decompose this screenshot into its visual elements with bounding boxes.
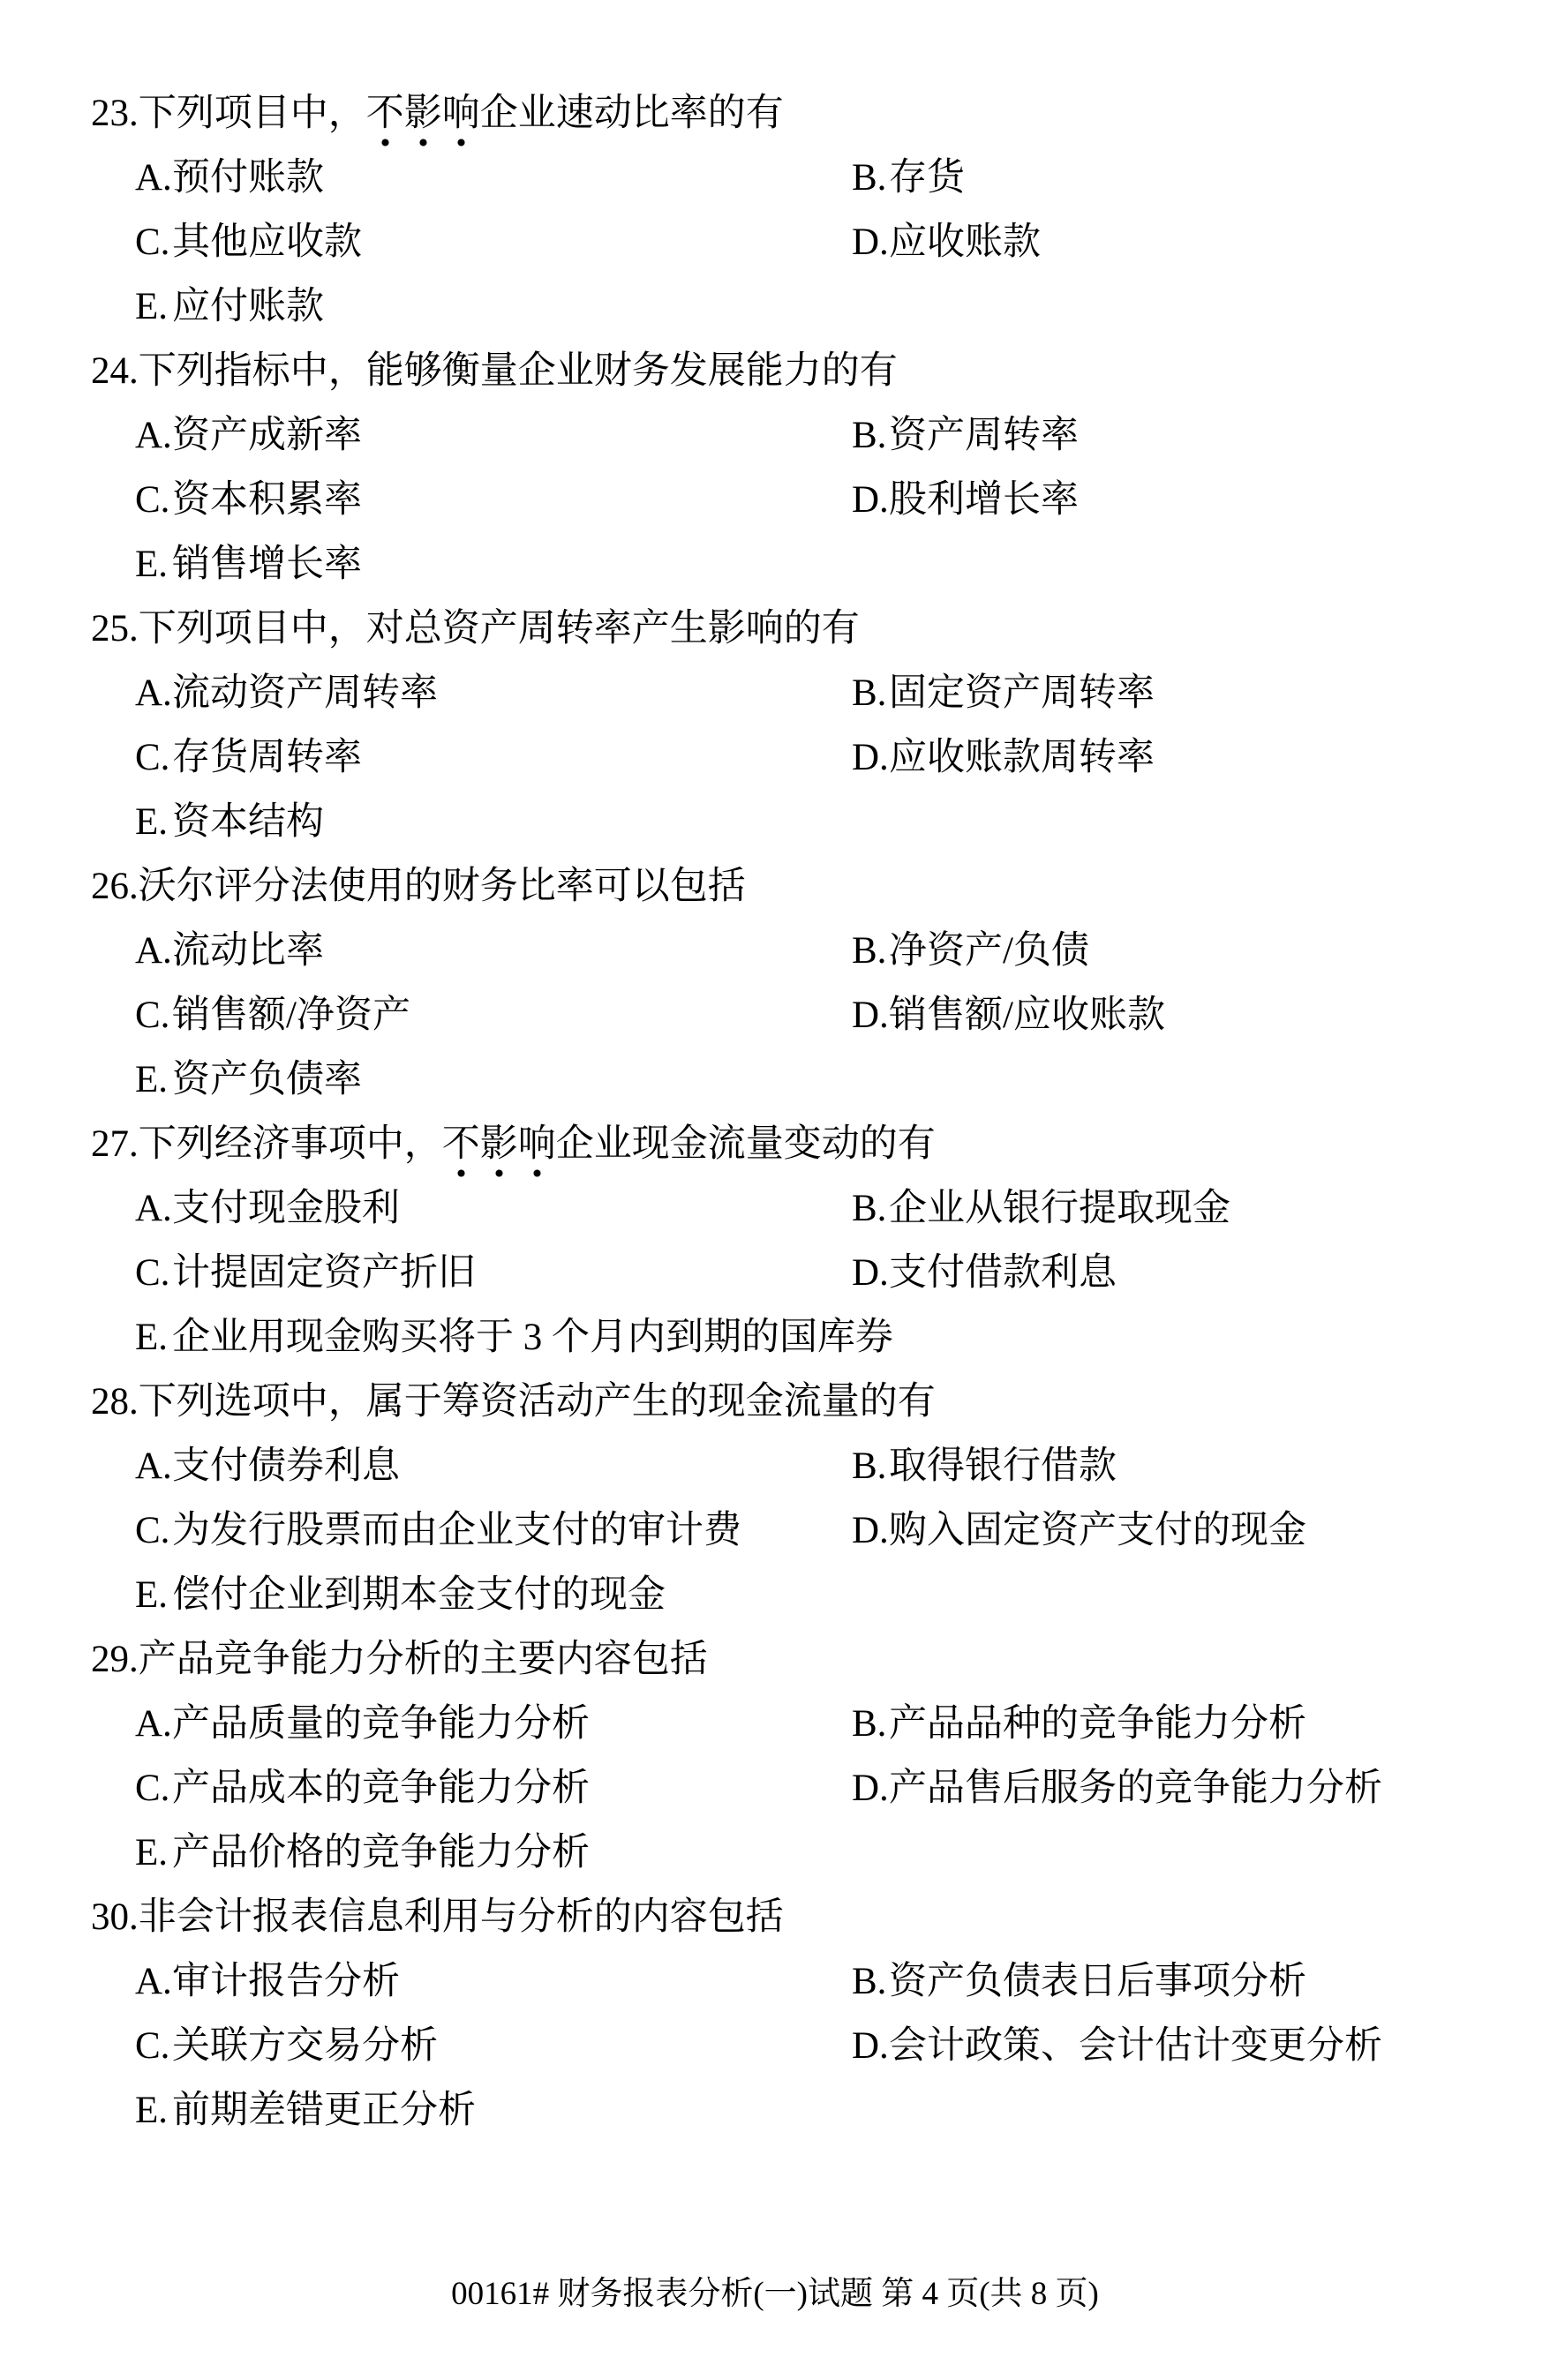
option-label: D.: [852, 2025, 889, 2067]
option-23-D: [852, 210, 1550, 274]
stem-prefix: 产品竞争能力分析的主要内容包括: [138, 1639, 708, 1680]
option-23-A: [135, 146, 852, 210]
option-text: 产品品种的竞争能力分析: [889, 1703, 1306, 1745]
option-row: [0, 1241, 1550, 1305]
option-25-A: [135, 661, 852, 725]
option-label: B.: [852, 1188, 887, 1229]
option-29-A: [135, 1692, 852, 1756]
option-label: B.: [852, 1961, 887, 2002]
option-row: [0, 790, 1550, 854]
option-29-E: [135, 1821, 852, 1885]
question-stem-line: [0, 597, 1550, 661]
option-text: 产品成本的竞争能力分析: [172, 1768, 590, 1809]
stem-prefix: 下列指标中，能够衡量企业财务发展能力的有: [138, 350, 898, 392]
question-stem-line: [0, 1112, 1550, 1176]
option-text: 资产周转率: [889, 415, 1079, 456]
option-label: E.: [135, 2090, 169, 2131]
option-text: 支付债券利息: [172, 1445, 400, 1487]
question-number: 28.: [91, 1381, 139, 1423]
option-text: 流动资产周转率: [172, 672, 438, 714]
option-row: [0, 210, 1550, 274]
option-text: 企业从银行提取现金: [889, 1188, 1230, 1229]
stem-prefix: 非会计报表信息利用与分析的内容包括: [138, 1896, 784, 1938]
option-row: [0, 1047, 1550, 1112]
option-28-B: [852, 1434, 1550, 1498]
question-stem-line: [0, 81, 1550, 146]
option-label: C.: [135, 1768, 170, 1809]
option-30-C: [135, 2014, 852, 2078]
option-text: 销售额/应收账款: [889, 995, 1165, 1036]
option-text: 其他应收款: [172, 221, 362, 263]
question-stem-line: [0, 1627, 1550, 1692]
option-25-D: [852, 725, 1550, 790]
question-30: [0, 1885, 1550, 2143]
option-text: 产品质量的竞争能力分析: [172, 1703, 590, 1745]
option-text: 企业用现金购买将于 3 个月内到期的国库券: [172, 1317, 893, 1358]
option-row: [0, 661, 1550, 725]
option-label: B.: [852, 672, 887, 714]
option-label: D.: [852, 479, 889, 521]
stem-prefix: 下列项目中，对总资产周转率产生影响的有: [138, 608, 860, 649]
option-label: E.: [135, 801, 169, 843]
option-row: [0, 1692, 1550, 1756]
option-text: 应收账款周转率: [889, 737, 1155, 778]
option-text: 支付现金股利: [172, 1188, 400, 1229]
option-label: A.: [135, 415, 172, 456]
option-label: E.: [135, 1574, 169, 1616]
option-29-C: [135, 1756, 852, 1821]
option-label: B.: [852, 1703, 887, 1745]
option-label: B.: [852, 157, 887, 199]
option-26-A: [135, 919, 852, 983]
question-stem-line: [0, 1885, 1550, 1949]
option-25-B: [852, 661, 1550, 725]
question-24: [0, 339, 1550, 597]
option-text: 股利增长率: [889, 479, 1079, 521]
option-text: 流动比率: [172, 930, 324, 972]
option-label: A.: [135, 1188, 172, 1229]
option-text: 销售增长率: [172, 544, 362, 585]
footer-text: 00161# 财务报表分析(一)试题 第 4 页(共 8 页): [451, 2276, 1099, 2312]
option-text: 审计报告分析: [172, 1961, 400, 2002]
option-row: [0, 1821, 1550, 1885]
option-25-E: [135, 790, 852, 854]
option-text: 前期差错更正分析: [172, 2090, 476, 2131]
option-label: A.: [135, 157, 172, 199]
stem-suffix: 企业现金流量变动的有: [555, 1123, 936, 1165]
option-label: E.: [135, 544, 169, 585]
option-row: [0, 725, 1550, 790]
question-number: 26.: [91, 866, 139, 907]
option-row: [0, 2014, 1550, 2078]
option-label: D.: [852, 737, 889, 778]
page-footer: [0, 2275, 1550, 2314]
option-text: 关联方交易分析: [172, 2025, 438, 2067]
option-row: [0, 1949, 1550, 2014]
option-26-B: [852, 919, 1550, 983]
option-29-D: [852, 1756, 1550, 1821]
option-label: A.: [135, 930, 172, 972]
option-text: 产品价格的竞争能力分析: [172, 1832, 590, 1873]
option-text: 预付账款: [172, 157, 324, 199]
stem-prefix: 下列经济事项中，: [138, 1123, 442, 1165]
option-label: E.: [135, 1059, 169, 1100]
option-row: [0, 274, 1550, 339]
option-label: C.: [135, 2025, 170, 2067]
question-27: [0, 1112, 1550, 1370]
question-25: [0, 597, 1550, 854]
option-30-A: [135, 1949, 852, 2014]
option-label: D.: [852, 1510, 889, 1551]
option-text: 资产负债率: [172, 1059, 362, 1100]
option-text: 产品售后服务的竞争能力分析: [889, 1768, 1382, 1809]
option-30-D: [852, 2014, 1550, 2078]
option-30-E: [135, 2078, 852, 2143]
option-label: C.: [135, 221, 170, 263]
option-row: [0, 2078, 1550, 2143]
option-label: C.: [135, 1252, 170, 1294]
option-28-D: [852, 1498, 1550, 1563]
option-28-C: [135, 1498, 852, 1563]
option-row: [0, 1305, 1550, 1370]
question-number: 27.: [91, 1123, 139, 1165]
option-label: A.: [135, 672, 172, 714]
option-row: [0, 919, 1550, 983]
question-number: 24.: [91, 350, 139, 392]
stem-prefix: 下列项目中，: [138, 93, 366, 134]
option-label: C.: [135, 737, 170, 778]
question-29: [0, 1627, 1550, 1885]
option-26-E: [135, 1047, 852, 1112]
option-label: C.: [135, 1510, 170, 1551]
option-label: B.: [852, 1445, 887, 1487]
option-text: 取得银行借款: [889, 1445, 1117, 1487]
option-28-A: [135, 1434, 852, 1498]
option-row: [0, 468, 1550, 532]
option-23-E: [135, 274, 852, 339]
option-24-B: [852, 403, 1550, 468]
option-24-A: [135, 403, 852, 468]
option-26-D: [852, 983, 1550, 1047]
option-row: [0, 1756, 1550, 1821]
option-label: D.: [852, 1252, 889, 1294]
question-stem-line: [0, 339, 1550, 403]
option-label: D.: [852, 995, 889, 1036]
question-number: 30.: [91, 1896, 139, 1938]
option-29-B: [852, 1692, 1550, 1756]
option-label: D.: [852, 221, 889, 263]
question-stem-line: [0, 854, 1550, 919]
option-text: 净资产/负债: [889, 930, 1089, 972]
option-text: 支付借款利息: [889, 1252, 1117, 1294]
option-label: C.: [135, 995, 170, 1036]
stem-emphasis: 不影响: [442, 1123, 556, 1177]
option-text: 应收账款: [889, 221, 1041, 263]
option-row: [0, 146, 1550, 210]
stem-prefix: 沃尔评分法使用的财务比率可以包括: [138, 866, 746, 907]
option-text: 固定资产周转率: [889, 672, 1155, 714]
option-row: [0, 1563, 1550, 1627]
option-label: E.: [135, 286, 169, 327]
option-text: 存货周转率: [172, 737, 362, 778]
option-text: 偿付企业到期本金支付的现金: [172, 1574, 666, 1616]
option-27-B: [852, 1176, 1550, 1241]
option-row: [0, 1498, 1550, 1563]
stem-emphasis: 不影响: [366, 93, 480, 146]
option-text: 为发行股票而由企业支付的审计费: [172, 1510, 741, 1551]
option-row: [0, 403, 1550, 468]
option-label: A.: [135, 1961, 172, 2002]
option-text: 资产成新率: [172, 415, 362, 456]
option-label: D.: [852, 1768, 889, 1809]
option-text: 购入固定资产支付的现金: [889, 1510, 1306, 1551]
option-26-C: [135, 983, 852, 1047]
option-24-E: [135, 532, 852, 597]
option-row: [0, 532, 1550, 597]
option-24-D: [852, 468, 1550, 532]
option-text: 会计政策、会计估计变更分析: [889, 2025, 1382, 2067]
option-text: 销售额/净资产: [172, 995, 410, 1036]
option-27-A: [135, 1176, 852, 1241]
option-row: [0, 1176, 1550, 1241]
option-text: 存货: [889, 157, 965, 199]
option-28-E: [135, 1563, 852, 1627]
option-label: E.: [135, 1832, 169, 1873]
question-stem-line: [0, 1370, 1550, 1434]
option-text: 资本积累率: [172, 479, 362, 521]
stem-suffix: 企业速动比率的有: [479, 93, 784, 134]
option-27-E: [135, 1305, 893, 1370]
option-label: A.: [135, 1445, 172, 1487]
question-23: [0, 81, 1550, 339]
option-text: 应付账款: [172, 286, 324, 327]
question-number: 29.: [91, 1639, 139, 1680]
question-28: [0, 1370, 1550, 1627]
option-text: 计提固定资产折旧: [172, 1252, 476, 1294]
option-label: B.: [852, 930, 887, 972]
option-23-C: [135, 210, 852, 274]
stem-prefix: 下列选项中，属于筹资活动产生的现金流量的有: [138, 1381, 936, 1423]
option-row: [0, 1434, 1550, 1498]
question-number: 23.: [91, 93, 139, 134]
option-text: 资本结构: [172, 801, 324, 843]
option-label: B.: [852, 415, 887, 456]
option-27-D: [852, 1241, 1550, 1305]
option-25-C: [135, 725, 852, 790]
question-26: [0, 854, 1550, 1112]
option-27-C: [135, 1241, 852, 1305]
question-number: 25.: [91, 608, 139, 649]
option-label: C.: [135, 479, 170, 521]
option-label: A.: [135, 1703, 172, 1745]
option-row: [0, 983, 1550, 1047]
option-text: 资产负债表日后事项分析: [889, 1961, 1306, 2002]
option-label: E.: [135, 1317, 169, 1358]
option-24-C: [135, 468, 852, 532]
option-23-B: [852, 146, 1550, 210]
option-30-B: [852, 1949, 1550, 2014]
